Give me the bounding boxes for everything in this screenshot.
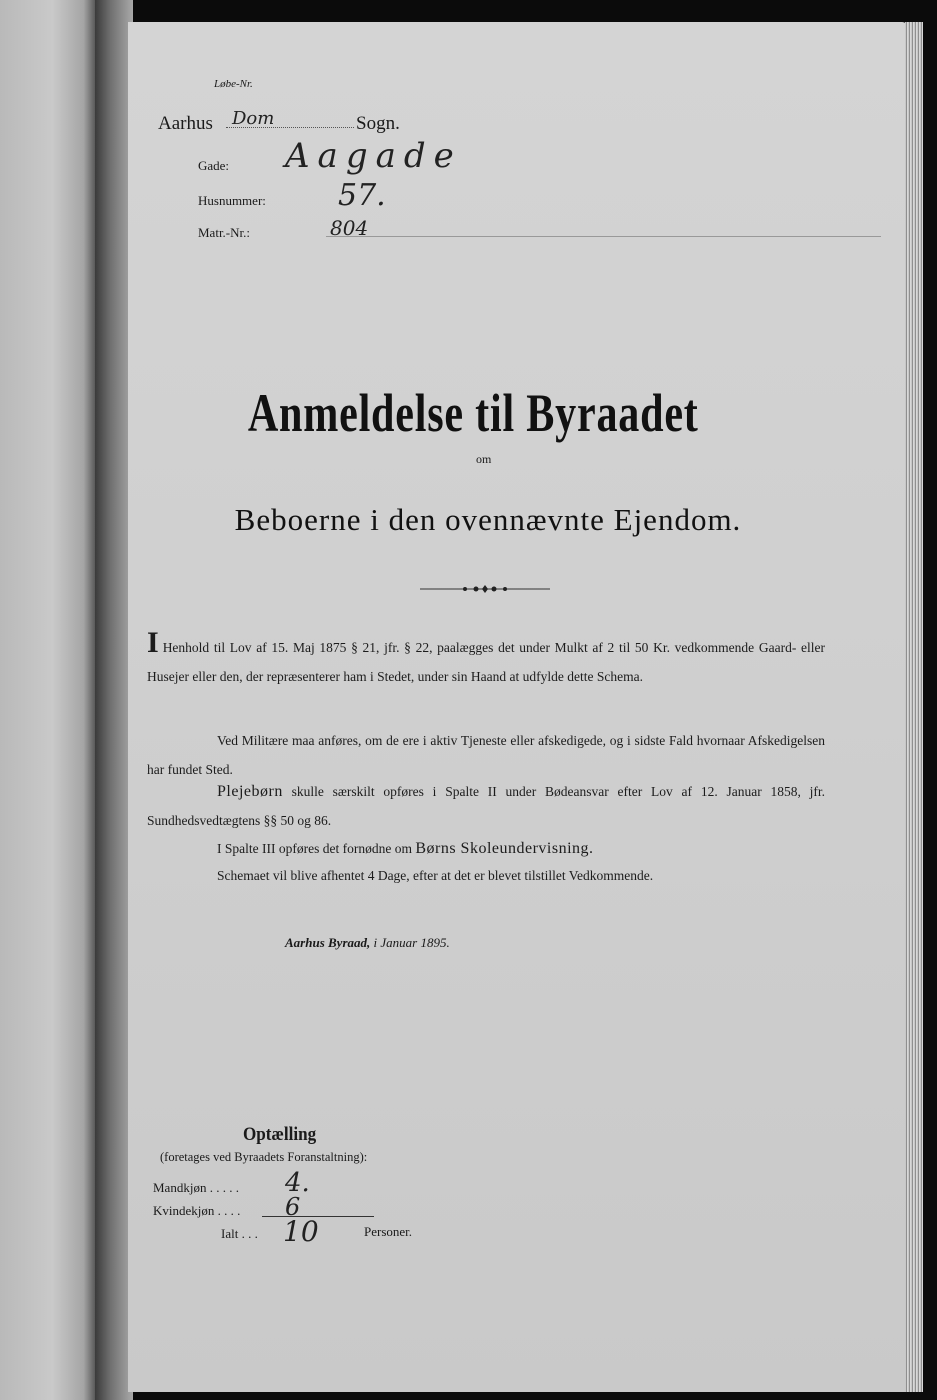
fosterchildren-lead: Plejebørn [217,783,283,800]
total-count-value: 10 [283,1215,319,1248]
total-count-label: Ialt . . . [221,1226,258,1241]
lobe-nr-label: Løbe-Nr. [214,78,253,90]
left-facing-page [0,0,95,1400]
male-count-value: 4. [285,1168,310,1198]
female-count-label: Kvindekjøn . . . . [153,1203,241,1218]
parish-value: Dom [232,108,275,129]
paragraph-military [147,727,825,784]
parish-fill-line [226,127,354,128]
city-label: Aarhus [158,113,213,134]
house-number-label: Husnummer: [198,193,266,208]
title-connector: om [476,452,492,466]
page-edges [905,22,923,1392]
male-count-label: Mandkjøn . . . . . [153,1180,239,1195]
count-subtitle: (foretages ved Byraadets Foranstaltning): [160,1150,368,1164]
background-edge [923,0,937,1400]
school-text: I Spalte III opføres det fornødne om [217,841,412,856]
ornament-divider-icon [420,582,550,596]
signature-issuer: Aarhus Byraad, [285,935,371,950]
signature-date: i Januar 1895. [373,935,450,950]
parish-label: Sogn. [356,113,400,134]
document-title: Anmeldelse til Byraadet [247,383,699,443]
street-value: Aagade [285,136,462,176]
paragraph-military-text: Ved Militære maa anføres, om de ere i aktiv Tjeneste eller afskedigede, og i sidste Fald hvornaar Afskedigelsen har fundet Sted. [147,733,825,777]
paragraph-school [147,835,825,864]
paragraph-fosterchildren [147,778,825,835]
school-emphasis: Børns Skoleundervisning. [415,840,594,857]
matr-label: Matr.-Nr.: [198,225,250,240]
fosterchildren-text: skulle særskilt opføres i Spalte II under Bødeansvar efter Lov af 12. Januar 1858, jfr. Sundhedsvedtægtens §§ 50 og 86. [147,784,825,828]
street-label: Gade: [198,158,230,173]
document-subtitle: Beboerne i den ovennævnte Ejendom. [234,502,742,537]
paragraph-law-text: Henhold til Lov af 15. Maj 1875 § 21, jfr. § 22, paalægges det under Mulkt af 2 til 50 Kr. vedkommende Gaard- eller Husejer eller den, der repræsenterer ham i Stedet, under sin Haand at udfylde dette Schema. [147,640,825,684]
signature-line [285,935,450,951]
paragraph-collection [147,862,825,891]
female-count-value: 6 [285,1193,301,1221]
collection-text: Schemaet vil blive afhentet 4 Dage, efter at det er blevet tilstillet Vedkommende. [217,868,654,883]
total-unit: Personer. [364,1224,413,1239]
house-number-value: 57. [338,178,386,213]
matr-fill-line [326,236,881,237]
count-title: Optælling [243,1124,317,1145]
paragraph-law [147,626,825,691]
dropcap: I [147,626,159,659]
matr-value: 804 [330,216,369,240]
left-page-faded-script [2,20,82,280]
